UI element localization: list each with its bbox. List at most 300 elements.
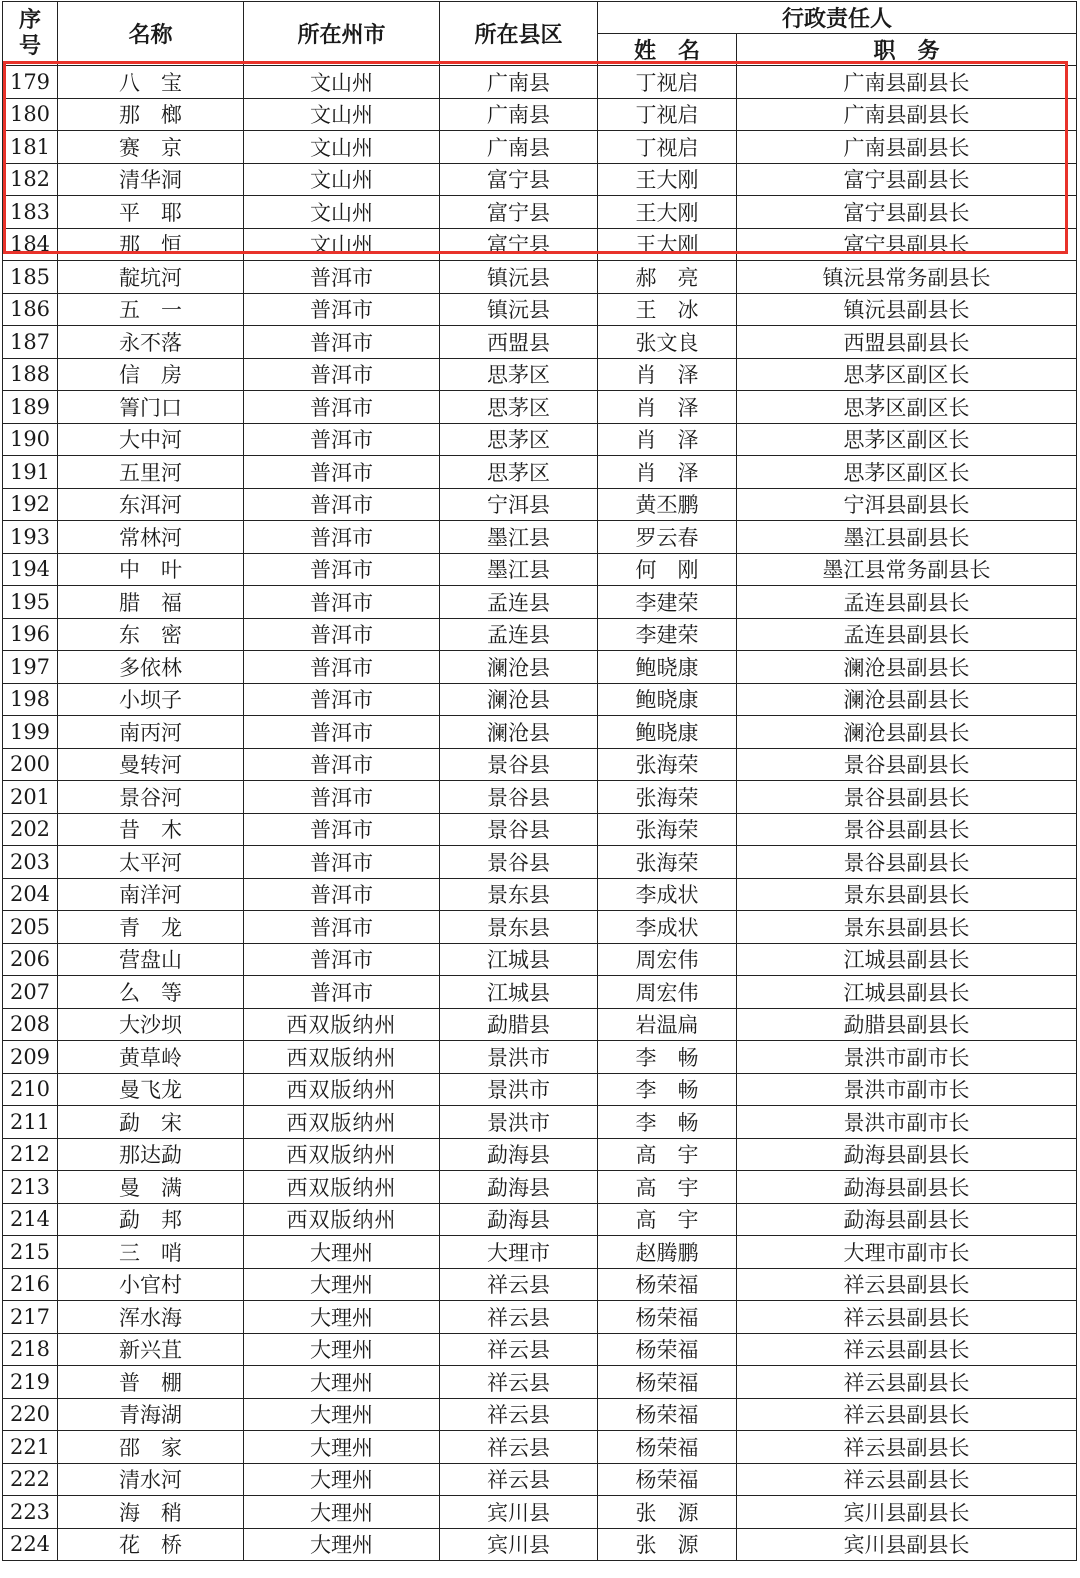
cell-prefecture: 西双版纳州: [244, 1073, 440, 1106]
cell-name: 普 棚: [58, 1366, 244, 1399]
cell-seq: 187: [3, 326, 58, 359]
cell-prefecture: 普洱市: [244, 423, 440, 456]
reservoir-responsibility-table: [2, 1, 1077, 1561]
cell-position: 景东县副县长: [737, 878, 1077, 911]
cell-prefecture: 普洱市: [244, 326, 440, 359]
cell-county: 祥云县: [440, 1268, 598, 1301]
cell-position: 景谷县副县长: [737, 748, 1077, 781]
cell-person-name: 郝 亮: [598, 261, 737, 294]
cell-person-name: 杨荣福: [598, 1333, 737, 1366]
cell-prefecture: 普洱市: [244, 553, 440, 586]
cell-name: 曼转河: [58, 748, 244, 781]
cell-prefecture: 大理州: [244, 1431, 440, 1464]
header-prefecture: 所在州市: [244, 2, 440, 66]
table-row: [3, 1301, 1077, 1334]
cell-county: 景洪市: [440, 1041, 598, 1074]
cell-position: 景洪市副市长: [737, 1041, 1077, 1074]
cell-person-name: 杨荣福: [598, 1366, 737, 1399]
cell-position: 宾川县副县长: [737, 1528, 1077, 1561]
table-row: [3, 748, 1077, 781]
cell-position: 富宁县副县长: [737, 196, 1077, 229]
table-row: [3, 1106, 1077, 1139]
cell-position: 西盟县副县长: [737, 326, 1077, 359]
cell-person-name: 李成状: [598, 911, 737, 944]
cell-position: 镇沅县副县长: [737, 293, 1077, 326]
cell-name: 新兴苴: [58, 1333, 244, 1366]
cell-county: 镇沅县: [440, 293, 598, 326]
cell-seq: 192: [3, 488, 58, 521]
table-row: [3, 98, 1077, 131]
cell-seq: 184: [3, 228, 58, 261]
table-row: [3, 716, 1077, 749]
cell-county: 思茅区: [440, 358, 598, 391]
cell-position: 祥云县副县长: [737, 1333, 1077, 1366]
cell-prefecture: 普洱市: [244, 651, 440, 684]
cell-seq: 211: [3, 1106, 58, 1139]
cell-prefecture: 文山州: [244, 131, 440, 164]
cell-prefecture: 文山州: [244, 196, 440, 229]
cell-prefecture: 普洱市: [244, 846, 440, 879]
header-seq-bottom: 号: [18, 33, 41, 59]
cell-name: 大沙坝: [58, 1008, 244, 1041]
cell-person-name: 张海荣: [598, 846, 737, 879]
cell-prefecture: 普洱市: [244, 781, 440, 814]
cell-person-name: 鲍晓康: [598, 716, 737, 749]
cell-county: 景谷县: [440, 748, 598, 781]
cell-county: 富宁县: [440, 163, 598, 196]
table-row: [3, 521, 1077, 554]
cell-person-name: 何 刚: [598, 553, 737, 586]
table-row: [3, 1041, 1077, 1074]
cell-seq: 188: [3, 358, 58, 391]
table-row: [3, 1203, 1077, 1236]
cell-prefecture: 大理州: [244, 1528, 440, 1561]
cell-prefecture: 普洱市: [244, 358, 440, 391]
cell-seq: 213: [3, 1171, 58, 1204]
cell-county: 江城县: [440, 976, 598, 1009]
table-row: [3, 293, 1077, 326]
table-row: [3, 781, 1077, 814]
cell-prefecture: 普洱市: [244, 976, 440, 1009]
table-row: [3, 683, 1077, 716]
cell-prefecture: 普洱市: [244, 521, 440, 554]
cell-name: 平 耶: [58, 196, 244, 229]
cell-position: 墨江县常务副县长: [737, 553, 1077, 586]
cell-prefecture: 文山州: [244, 98, 440, 131]
cell-county: 宁洱县: [440, 488, 598, 521]
cell-county: 勐海县: [440, 1203, 598, 1236]
cell-seq: 197: [3, 651, 58, 684]
table-row: [3, 358, 1077, 391]
cell-seq: 199: [3, 716, 58, 749]
table-row: [3, 66, 1077, 99]
cell-county: 西盟县: [440, 326, 598, 359]
header-responsible: 行政责任人: [598, 2, 1077, 34]
cell-seq: 204: [3, 878, 58, 911]
cell-prefecture: 普洱市: [244, 911, 440, 944]
cell-person-name: 张海荣: [598, 748, 737, 781]
cell-name: 青海湖: [58, 1398, 244, 1431]
cell-person-name: 杨荣福: [598, 1268, 737, 1301]
cell-county: 祥云县: [440, 1366, 598, 1399]
cell-county: 墨江县: [440, 553, 598, 586]
cell-name: 大中河: [58, 423, 244, 456]
cell-prefecture: 普洱市: [244, 618, 440, 651]
cell-name: 多依林: [58, 651, 244, 684]
cell-position: 大理市副市长: [737, 1236, 1077, 1269]
cell-county: 大理市: [440, 1236, 598, 1269]
cell-person-name: 张 源: [598, 1496, 737, 1529]
cell-seq: 190: [3, 423, 58, 456]
cell-prefecture: 大理州: [244, 1333, 440, 1366]
cell-seq: 196: [3, 618, 58, 651]
cell-county: 祥云县: [440, 1463, 598, 1496]
cell-name: 靛坑河: [58, 261, 244, 294]
table-row: [3, 1236, 1077, 1269]
table-row: [3, 1171, 1077, 1204]
cell-name: 八 宝: [58, 66, 244, 99]
table-row: [3, 1528, 1077, 1561]
cell-person-name: 周宏伟: [598, 976, 737, 1009]
table-row: [3, 326, 1077, 359]
cell-prefecture: 普洱市: [244, 456, 440, 489]
cell-position: 景洪市副市长: [737, 1106, 1077, 1139]
cell-person-name: 李 畅: [598, 1106, 737, 1139]
header-county: 所在县区: [440, 2, 598, 66]
cell-prefecture: 西双版纳州: [244, 1171, 440, 1204]
cell-position: 广南县副县长: [737, 66, 1077, 99]
cell-seq: 191: [3, 456, 58, 489]
header-person-name: 姓 名: [598, 34, 737, 66]
cell-seq: 221: [3, 1431, 58, 1464]
header-seq: [3, 2, 58, 66]
cell-prefecture: 大理州: [244, 1301, 440, 1334]
cell-county: 勐腊县: [440, 1008, 598, 1041]
cell-position: 祥云县副县长: [737, 1366, 1077, 1399]
cell-position: 祥云县副县长: [737, 1301, 1077, 1334]
cell-county: 孟连县: [440, 586, 598, 619]
cell-name: 清水河: [58, 1463, 244, 1496]
cell-person-name: 岩温扁: [598, 1008, 737, 1041]
cell-position: 富宁县副县长: [737, 228, 1077, 261]
table-row: [3, 1008, 1077, 1041]
cell-name: 黄草岭: [58, 1041, 244, 1074]
cell-county: 勐海县: [440, 1171, 598, 1204]
cell-prefecture: 大理州: [244, 1268, 440, 1301]
cell-seq: 193: [3, 521, 58, 554]
cell-name: 青 龙: [58, 911, 244, 944]
cell-county: 澜沧县: [440, 651, 598, 684]
cell-position: 思茅区副区长: [737, 391, 1077, 424]
cell-name: 小坝子: [58, 683, 244, 716]
cell-name: 邵 家: [58, 1431, 244, 1464]
cell-county: 澜沧县: [440, 683, 598, 716]
cell-county: 思茅区: [440, 391, 598, 424]
cell-position: 澜沧县副县长: [737, 651, 1077, 684]
table-row: [3, 813, 1077, 846]
cell-position: 澜沧县副县长: [737, 683, 1077, 716]
cell-prefecture: 普洱市: [244, 391, 440, 424]
cell-person-name: 张 源: [598, 1528, 737, 1561]
cell-position: 勐腊县副县长: [737, 1008, 1077, 1041]
table-row: [3, 1073, 1077, 1106]
cell-position: 景谷县副县长: [737, 781, 1077, 814]
cell-name: 东 密: [58, 618, 244, 651]
cell-seq: 181: [3, 131, 58, 164]
cell-prefecture: 西双版纳州: [244, 1203, 440, 1236]
cell-prefecture: 大理州: [244, 1366, 440, 1399]
cell-person-name: 肖 泽: [598, 358, 737, 391]
cell-seq: 179: [3, 66, 58, 99]
cell-person-name: 肖 泽: [598, 456, 737, 489]
cell-person-name: 张海荣: [598, 813, 737, 846]
cell-prefecture: 西双版纳州: [244, 1008, 440, 1041]
cell-prefecture: 普洱市: [244, 878, 440, 911]
cell-person-name: 周宏伟: [598, 943, 737, 976]
cell-county: 江城县: [440, 943, 598, 976]
header-row-top: [3, 2, 1077, 34]
cell-person-name: 王大刚: [598, 163, 737, 196]
cell-prefecture: 西双版纳州: [244, 1041, 440, 1074]
cell-name: 那 榔: [58, 98, 244, 131]
cell-county: 宾川县: [440, 1528, 598, 1561]
cell-seq: 216: [3, 1268, 58, 1301]
table-row: [3, 878, 1077, 911]
cell-seq: 224: [3, 1528, 58, 1561]
cell-name: 勐 宋: [58, 1106, 244, 1139]
cell-position: 宾川县副县长: [737, 1496, 1077, 1529]
cell-position: 勐海县副县长: [737, 1171, 1077, 1204]
cell-person-name: 杨荣福: [598, 1431, 737, 1464]
table-row: [3, 1268, 1077, 1301]
cell-seq: 209: [3, 1041, 58, 1074]
cell-prefecture: 普洱市: [244, 488, 440, 521]
cell-prefecture: 文山州: [244, 228, 440, 261]
cell-name: 曼 满: [58, 1171, 244, 1204]
cell-seq: 202: [3, 813, 58, 846]
cell-name: 中 叶: [58, 553, 244, 586]
cell-county: 澜沧县: [440, 716, 598, 749]
table-row: [3, 618, 1077, 651]
cell-seq: 185: [3, 261, 58, 294]
cell-position: 广南县副县长: [737, 131, 1077, 164]
cell-person-name: 赵腾鹏: [598, 1236, 737, 1269]
cell-name: 么 等: [58, 976, 244, 1009]
header-seq-top: 序: [18, 7, 41, 33]
cell-seq: 201: [3, 781, 58, 814]
cell-person-name: 丁视启: [598, 98, 737, 131]
cell-seq: 194: [3, 553, 58, 586]
cell-name: 那 恒: [58, 228, 244, 261]
table-row: [3, 976, 1077, 1009]
cell-position: 景洪市副市长: [737, 1073, 1077, 1106]
cell-person-name: 肖 泽: [598, 391, 737, 424]
cell-county: 思茅区: [440, 456, 598, 489]
cell-position: 景谷县副县长: [737, 813, 1077, 846]
cell-person-name: 高 宇: [598, 1203, 737, 1236]
table-row: [3, 651, 1077, 684]
cell-person-name: 杨荣福: [598, 1301, 737, 1334]
cell-county: 景谷县: [440, 813, 598, 846]
cell-prefecture: 普洱市: [244, 748, 440, 781]
cell-county: 墨江县: [440, 521, 598, 554]
cell-person-name: 罗云春: [598, 521, 737, 554]
cell-person-name: 鲍晓康: [598, 683, 737, 716]
cell-county: 祥云县: [440, 1301, 598, 1334]
cell-person-name: 李 畅: [598, 1041, 737, 1074]
cell-person-name: 高 宇: [598, 1171, 737, 1204]
cell-person-name: 杨荣福: [598, 1398, 737, 1431]
cell-prefecture: 普洱市: [244, 716, 440, 749]
cell-prefecture: 西双版纳州: [244, 1106, 440, 1139]
cell-name: 勐 邦: [58, 1203, 244, 1236]
table-row: [3, 1138, 1077, 1171]
table-row: [3, 1366, 1077, 1399]
cell-position: 孟连县副县长: [737, 618, 1077, 651]
cell-position: 景东县副县长: [737, 911, 1077, 944]
cell-name: 南丙河: [58, 716, 244, 749]
cell-person-name: 丁视启: [598, 131, 737, 164]
cell-county: 景洪市: [440, 1073, 598, 1106]
table-row: [3, 553, 1077, 586]
cell-seq: 217: [3, 1301, 58, 1334]
cell-name: 清华洞: [58, 163, 244, 196]
cell-seq: 219: [3, 1366, 58, 1399]
cell-person-name: 丁视启: [598, 66, 737, 99]
cell-position: 澜沧县副县长: [737, 716, 1077, 749]
cell-prefecture: 普洱市: [244, 261, 440, 294]
table-row: [3, 1431, 1077, 1464]
cell-name: 箐门口: [58, 391, 244, 424]
cell-name: 小官村: [58, 1268, 244, 1301]
cell-county: 广南县: [440, 98, 598, 131]
cell-county: 富宁县: [440, 196, 598, 229]
cell-seq: 183: [3, 196, 58, 229]
table-row: [3, 391, 1077, 424]
table-row: [3, 456, 1077, 489]
cell-county: 思茅区: [440, 423, 598, 456]
table-row: [3, 586, 1077, 619]
cell-seq: 205: [3, 911, 58, 944]
cell-county: 祥云县: [440, 1398, 598, 1431]
table-row: [3, 488, 1077, 521]
cell-name: 花 桥: [58, 1528, 244, 1561]
cell-position: 祥云县副县长: [737, 1431, 1077, 1464]
cell-name: 南洋河: [58, 878, 244, 911]
header-name: 名称: [58, 2, 244, 66]
cell-position: 江城县副县长: [737, 976, 1077, 1009]
cell-name: 信 房: [58, 358, 244, 391]
cell-seq: 207: [3, 976, 58, 1009]
cell-prefecture: 西双版纳州: [244, 1138, 440, 1171]
cell-position: 宁洱县副县长: [737, 488, 1077, 521]
cell-person-name: 李建荣: [598, 586, 737, 619]
cell-name: 营盘山: [58, 943, 244, 976]
cell-county: 广南县: [440, 66, 598, 99]
cell-seq: 214: [3, 1203, 58, 1236]
cell-position: 景谷县副县长: [737, 846, 1077, 879]
cell-prefecture: 大理州: [244, 1236, 440, 1269]
cell-name: 三 哨: [58, 1236, 244, 1269]
cell-county: 景洪市: [440, 1106, 598, 1139]
cell-county: 勐海县: [440, 1138, 598, 1171]
cell-prefecture: 普洱市: [244, 813, 440, 846]
cell-position: 广南县副县长: [737, 98, 1077, 131]
cell-position: 祥云县副县长: [737, 1398, 1077, 1431]
cell-person-name: 王大刚: [598, 196, 737, 229]
cell-seq: 218: [3, 1333, 58, 1366]
cell-county: 宾川县: [440, 1496, 598, 1529]
cell-county: 富宁县: [440, 228, 598, 261]
cell-person-name: 高 宇: [598, 1138, 737, 1171]
cell-name: 腊 福: [58, 586, 244, 619]
cell-seq: 206: [3, 943, 58, 976]
cell-name: 东洱河: [58, 488, 244, 521]
cell-name: 昔 木: [58, 813, 244, 846]
cell-position: 江城县副县长: [737, 943, 1077, 976]
cell-seq: 203: [3, 846, 58, 879]
cell-prefecture: 普洱市: [244, 293, 440, 326]
cell-prefecture: 普洱市: [244, 943, 440, 976]
cell-county: 景谷县: [440, 846, 598, 879]
cell-name: 浑水海: [58, 1301, 244, 1334]
cell-position: 勐海县副县长: [737, 1138, 1077, 1171]
cell-name: 曼飞龙: [58, 1073, 244, 1106]
cell-name: 赛 京: [58, 131, 244, 164]
cell-name: 五里河: [58, 456, 244, 489]
cell-person-name: 李建荣: [598, 618, 737, 651]
table-row: [3, 261, 1077, 294]
cell-person-name: 张海荣: [598, 781, 737, 814]
cell-prefecture: 普洱市: [244, 683, 440, 716]
cell-position: 思茅区副区长: [737, 456, 1077, 489]
cell-person-name: 黄丕鹏: [598, 488, 737, 521]
cell-county: 祥云县: [440, 1333, 598, 1366]
cell-name: 太平河: [58, 846, 244, 879]
table-row: [3, 196, 1077, 229]
cell-person-name: 杨荣福: [598, 1463, 737, 1496]
cell-position: 富宁县副县长: [737, 163, 1077, 196]
cell-seq: 210: [3, 1073, 58, 1106]
cell-seq: 198: [3, 683, 58, 716]
cell-county: 镇沅县: [440, 261, 598, 294]
table-row: [3, 1463, 1077, 1496]
cell-county: 祥云县: [440, 1431, 598, 1464]
cell-name: 常林河: [58, 521, 244, 554]
table-row: [3, 1398, 1077, 1431]
table-row: [3, 943, 1077, 976]
cell-position: 思茅区副区长: [737, 358, 1077, 391]
cell-person-name: 鲍晓康: [598, 651, 737, 684]
cell-name: 海 稍: [58, 1496, 244, 1529]
cell-position: 祥云县副县长: [737, 1463, 1077, 1496]
cell-position: 孟连县副县长: [737, 586, 1077, 619]
table-row: [3, 423, 1077, 456]
cell-prefecture: 大理州: [244, 1463, 440, 1496]
cell-name: 五 一: [58, 293, 244, 326]
cell-seq: 220: [3, 1398, 58, 1431]
cell-person-name: 李成状: [598, 878, 737, 911]
header-position: 职 务: [737, 34, 1077, 66]
cell-prefecture: 大理州: [244, 1496, 440, 1529]
cell-position: 祥云县副县长: [737, 1268, 1077, 1301]
cell-name: 永不落: [58, 326, 244, 359]
cell-name: 景谷河: [58, 781, 244, 814]
table-row: [3, 163, 1077, 196]
cell-county: 景谷县: [440, 781, 598, 814]
cell-prefecture: 文山州: [244, 163, 440, 196]
cell-person-name: 王 冰: [598, 293, 737, 326]
